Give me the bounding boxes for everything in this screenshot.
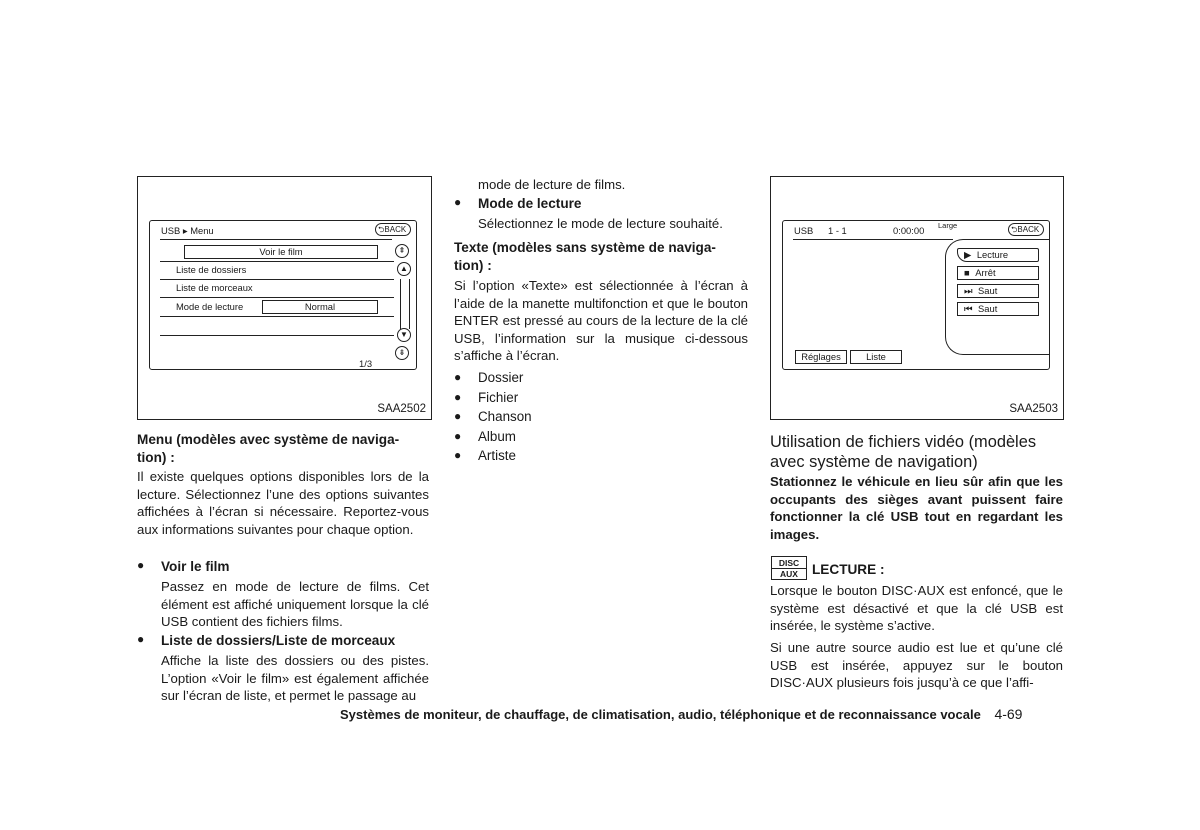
back-button[interactable] — [375, 223, 411, 236]
page-number: 4-69 — [994, 706, 1023, 722]
time-label: 0:00:00 — [893, 225, 925, 236]
figure-code: SAA2502 — [377, 403, 426, 415]
liste-morceaux-item[interactable]: Liste de morceaux — [176, 282, 253, 293]
lecture-para-1: Lorsque le bouton DISC·AUX est enfoncé, que le système est désactivé et que la clé USB est insérée, le système s’active. — [770, 583, 1063, 634]
size-label: Large — [938, 221, 958, 230]
scroll-up-icon[interactable]: ▲ — [397, 262, 411, 276]
mode-lecture-value[interactable]: Normal — [262, 300, 378, 314]
figure-usb-video — [770, 176, 1064, 420]
back-arrow-icon: ⮌ — [1011, 225, 1018, 234]
texte-para: Si l’option «Texte» est sélectionnée à l’écran à l’aide de la manette multifonction et que le bouton ENTER est pressé au cours de la lecture de la clé USB, l’information sur la musique ci-dessous s’affiche à l’écran. — [454, 278, 748, 364]
texte-heading: Texte (modèles sans système de naviga- tion) : — [454, 240, 716, 273]
arret-button[interactable]: ■ Arrêt — [957, 266, 1039, 280]
list-item: ● Fichier — [454, 389, 519, 405]
usb-menu-screen — [149, 220, 417, 370]
saut-back-button[interactable]: ⏮ Saut — [957, 302, 1039, 316]
list-item: ● Album — [454, 428, 516, 444]
bullet-voir-le-film: ● Voir le film Passez en mode de lecture de films. Cet élément est affiché uniquement lorsque la clé USB contient des fichiers films. — [137, 558, 429, 630]
source-label: USB — [794, 225, 814, 236]
disc-aux-button-icon: DISC AUX — [771, 556, 807, 580]
liste-button[interactable]: Liste — [850, 350, 902, 364]
menu-heading: Menu (modèles avec système de naviga- tion) : — [137, 432, 400, 465]
bullet-mode-lecture: ● Mode de lecture Sélectionnez le mode de lecture souhaité. — [454, 195, 723, 231]
bullet-liste-dossiers: ● Liste de dossiers/Liste de morceaux Affiche la liste des dossiers ou des pistes. L’option «Voir le film» est également affichée sur l’écran de liste, et permet le passage au — [137, 632, 429, 704]
voir-le-film-button[interactable]: Voir le film — [184, 245, 378, 259]
figure-code: SAA2503 — [1009, 403, 1058, 415]
scroll-down-icon[interactable]: ▼ — [397, 328, 411, 342]
screen-header: USB ▸ Menu — [161, 225, 214, 236]
menu-intro: Il existe quelques options disponibles lors de la lecture. Sélectionnez l’une des options suivantes affichées à l’écran si nécessaire. Reportez-vous aux informations suivantes pour chaque option. — [137, 469, 429, 537]
back-label: BACK — [1017, 225, 1040, 234]
page-down-icon[interactable]: ⇟ — [395, 346, 409, 360]
lecture-para-2: Si une autre source audio est lue et qu’une clé USB est insérée, appuyez sur le bouton DISC·AUX plusieurs fois jusqu’à ce que l’affi- — [770, 640, 1063, 691]
liste-dossiers-item[interactable]: Liste de dossiers — [176, 264, 247, 275]
text-info-list — [454, 369, 654, 467]
lecture-heading: LECTURE : — [812, 562, 885, 577]
usb-video-screen — [782, 220, 1050, 370]
list-item: ● Dossier — [454, 370, 524, 385]
scroll-track[interactable] — [400, 279, 410, 329]
page-up-icon[interactable]: ⇞ — [395, 244, 409, 258]
figure-usb-menu — [137, 176, 432, 420]
footer-title: Systèmes de moniteur, de chauffage, de climatisation, audio, téléphonique et de reconnaissance vocale — [340, 707, 981, 722]
reglages-button[interactable]: Réglages — [795, 350, 847, 364]
mode-cont: mode de lecture de films. — [478, 177, 626, 192]
back-arrow-icon: ⮌ — [378, 225, 385, 234]
back-label: BACK — [384, 225, 407, 234]
safety-warning: Stationnez le véhicule en lieu sûr afin que les occupants des sièges avant puissent faire fonctionner la clé USB tout en regardant les images. — [770, 474, 1063, 542]
saut-forward-button[interactable]: ⏭ Saut — [957, 284, 1039, 298]
track-label: 1 - 1 — [828, 225, 847, 236]
page-indicator: 1/3 — [359, 358, 373, 369]
list-item: ● Chanson — [454, 409, 532, 425]
mode-lecture-item[interactable]: Mode de lecture — [176, 301, 244, 312]
back-button[interactable] — [1008, 223, 1044, 236]
video-section-title: Utilisation de fichiers vidéo (modèles avec système de navigation) — [770, 433, 1037, 471]
page-footer — [340, 706, 1064, 722]
lecture-button[interactable]: ▶ Lecture — [957, 248, 1039, 262]
list-item: ● Artiste — [454, 448, 516, 464]
